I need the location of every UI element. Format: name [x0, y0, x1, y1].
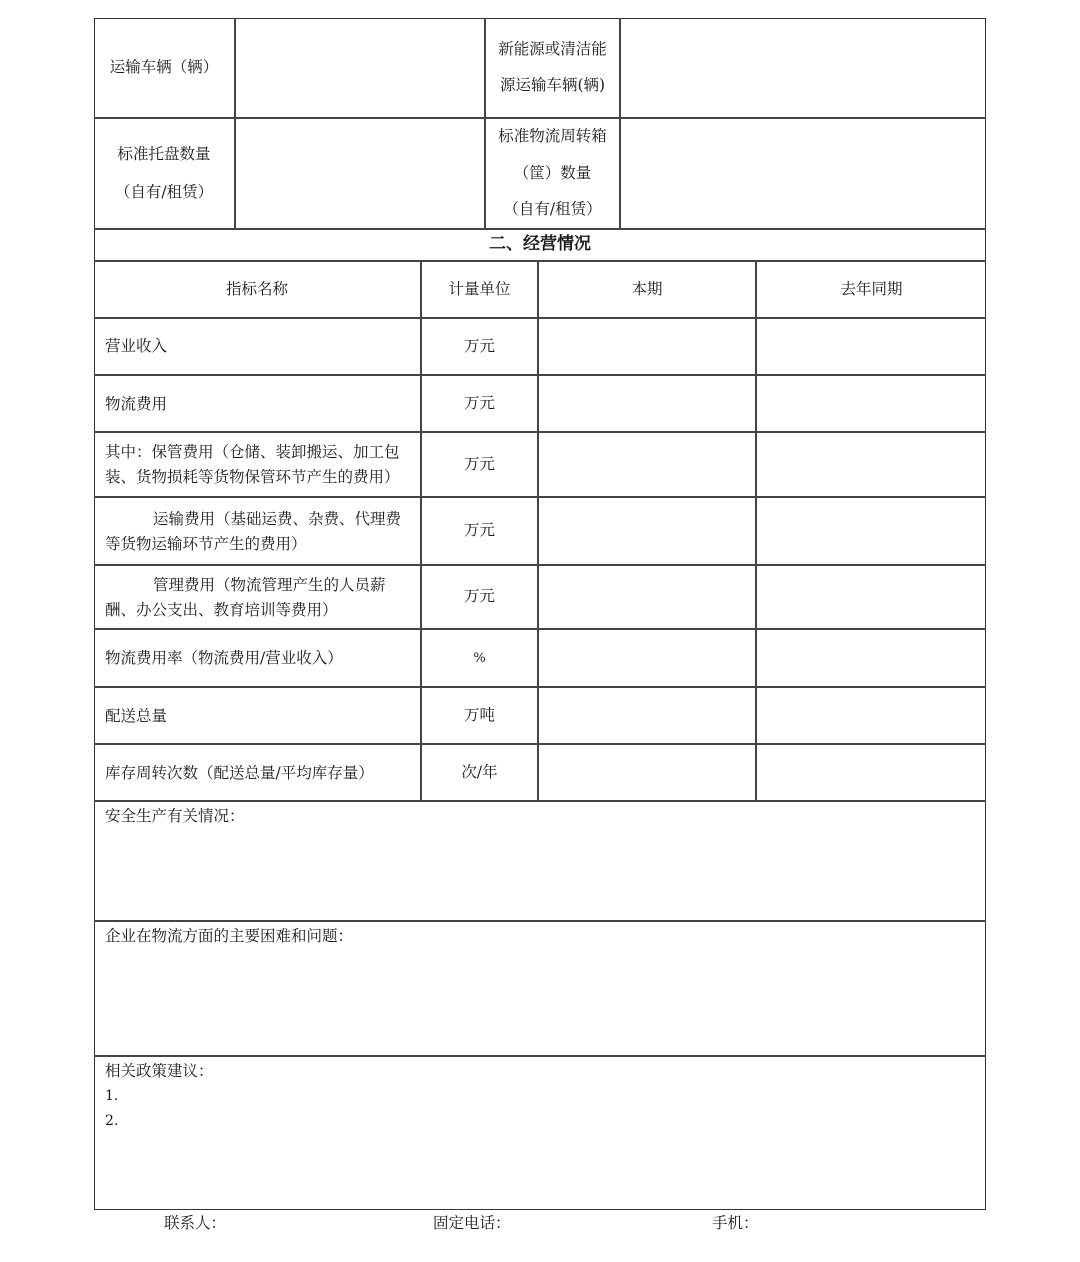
header-current-text: 本期 [631, 279, 663, 298]
row-revenue-unit [422, 319, 537, 374]
new-energy-value-field[interactable] [621, 20, 984, 116]
row-delivery-volume-unit [422, 688, 537, 743]
row-logistics-cost-name: 物流费用 [105, 395, 168, 413]
row-logistics-cost-last-year-cell[interactable] [757, 376, 985, 430]
row-logistics-cost-unit [422, 376, 537, 431]
safety-label: 安全生产有关情况： [105, 807, 245, 825]
row-management-cost-current-cell[interactable] [539, 566, 754, 627]
vehicles-label [94, 18, 234, 117]
row-revenue-unit-text: 万元 [463, 336, 495, 355]
row-inventory-turnover-name: 库存周转次数（配送总量/平均库存量） [105, 764, 374, 782]
row-storage-cost-unit [422, 433, 537, 496]
policy-item-2: 2. [105, 1113, 119, 1129]
new-energy-label-line2: 源运输车辆(辆) [499, 75, 606, 94]
row-transport-cost-current-cell[interactable] [539, 498, 754, 563]
new-energy-label-line1: 新能源或清洁能 [498, 40, 607, 58]
row-management-cost-name [105, 573, 386, 623]
policy-label: 相关政策建议： [105, 1062, 214, 1080]
row-inventory-turnover-unit-text: 次/年 [461, 762, 498, 781]
header-last-year-text: 去年同期 [840, 279, 903, 298]
grid-line [94, 800, 986, 802]
row-storage-cost-name [105, 440, 400, 490]
row-management-cost-last-year-cell[interactable] [757, 566, 985, 627]
row-revenue-name: 营业收入 [105, 337, 168, 355]
row-storage-cost-unit-text: 万元 [463, 454, 495, 473]
row-management-cost-name-line1: 管理费用（物流管理产生的人员薪 [153, 576, 386, 594]
safety-notes-field[interactable] [96, 830, 984, 918]
row-inventory-turnover-last-year-cell[interactable] [757, 745, 985, 799]
vehicles-label-text: 运输车辆（辆） [109, 57, 219, 76]
row-inventory-turnover-current-cell[interactable] [539, 745, 754, 799]
row-logistics-rate-unit-text: % [473, 650, 486, 666]
pallet-label-line2: （自有/租赁） [114, 182, 214, 201]
row-transport-cost-name-line2: 等货物运输环节产生的费用） [105, 535, 307, 553]
policy-notes-field[interactable] [96, 1135, 984, 1207]
row-logistics-cost-current-cell[interactable] [539, 376, 754, 430]
header-unit-text: 计量单位 [448, 279, 511, 298]
row-logistics-cost-unit-text: 万元 [463, 393, 495, 412]
row-storage-cost-last-year-cell[interactable] [757, 433, 985, 495]
row-logistics-rate-last-year-cell[interactable] [757, 630, 985, 685]
row-inventory-turnover-unit [422, 745, 537, 800]
difficulties-notes-field[interactable] [96, 950, 984, 1053]
phone-label: 固定电话： [433, 1214, 511, 1232]
header-last-year [757, 262, 986, 317]
row-storage-cost-current-cell[interactable] [539, 433, 754, 495]
box-label [486, 119, 619, 228]
row-management-cost-unit [422, 566, 537, 628]
box-label-line3: （自有/租赁） [503, 200, 602, 219]
row-storage-cost-name-line2: 装、货物损耗等货物保管环节产生的费用） [105, 468, 400, 486]
vehicles-value-field[interactable] [236, 20, 483, 116]
row-management-cost-unit-text: 万元 [463, 587, 495, 606]
policy-item-1: 1. [105, 1088, 119, 1104]
row-transport-cost-name [105, 507, 401, 557]
pallet-label-line1: 标准托盘数量 [117, 145, 211, 163]
contact-label: 联系人： [164, 1214, 227, 1232]
grid-line [94, 228, 986, 230]
row-transport-cost-unit [422, 498, 537, 564]
difficulties-label: 企业在物流方面的主要困难和问题： [105, 927, 354, 945]
row-revenue-last-year-cell[interactable] [757, 319, 985, 373]
row-logistics-rate-unit [422, 630, 537, 686]
row-delivery-volume-unit-text: 万吨 [463, 705, 495, 724]
row-management-cost-name-line2: 酬、办公支出、教育培训等费用） [105, 601, 338, 619]
row-logistics-rate-name: 物流费用率（物流费用/营业收入） [105, 649, 343, 667]
header-indicator [94, 262, 420, 317]
mobile-label: 手机： [712, 1214, 759, 1232]
row-delivery-volume-name: 配送总量 [105, 707, 168, 725]
header-unit [422, 262, 537, 317]
box-label-line1: 标准物流周转箱 [498, 127, 607, 146]
row-transport-cost-last-year-cell[interactable] [757, 498, 985, 563]
section-title: 二、经营情况 [489, 234, 591, 254]
pallet-label [94, 119, 234, 228]
row-delivery-volume-current-cell[interactable] [539, 688, 754, 742]
box-value-field[interactable] [621, 119, 984, 227]
row-delivery-volume-last-year-cell[interactable] [757, 688, 985, 742]
row-transport-cost-name-line1: 运输费用（基础运费、杂费、代理费 [153, 510, 402, 528]
grid-line [94, 920, 986, 922]
row-storage-cost-name-line1: 其中：保管费用（仓储、装卸搬运、加工包 [105, 443, 400, 461]
box-label-line2: （筐）数量 [513, 163, 592, 182]
header-current [539, 262, 755, 317]
pallet-value-field[interactable] [236, 119, 483, 227]
header-indicator-text: 指标名称 [225, 279, 288, 298]
grid-line [94, 1055, 986, 1057]
row-logistics-rate-current-cell[interactable] [539, 630, 754, 685]
row-transport-cost-unit-text: 万元 [463, 521, 495, 540]
row-revenue-current-cell[interactable] [539, 319, 754, 373]
new-energy-vehicles-label [486, 18, 619, 117]
